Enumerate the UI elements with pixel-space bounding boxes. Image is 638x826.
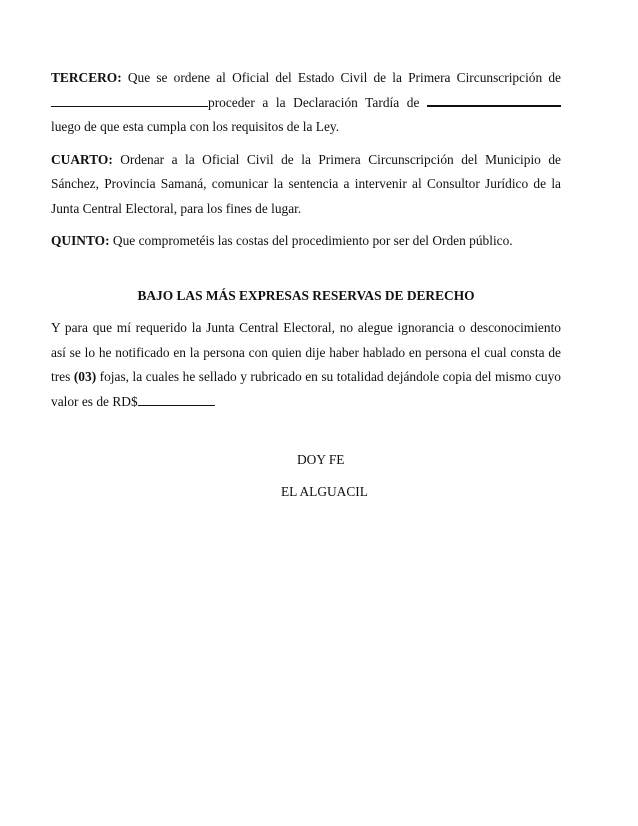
cuarto-label: CUARTO:	[51, 151, 113, 167]
tercero-text-3: de que esta cumpla con los requisitos de la Ley.	[84, 119, 340, 134]
cuarto-text: Ordenar a la Oficial Civil de la Primera Circunscripción del Municipio de Sánchez, Provincia Samaná, comunicar la sentencia a intervenir al Consultor Jurídico de la Junta Central Electoral, para los fines de lugar.	[51, 151, 561, 216]
tercero-paragraph	[51, 66, 561, 140]
notificacion-text-1: Y para que mí requerido la Junta Central Electoral, no alegue ignorancia o desconocimiento así se lo he notificado en la persona con quien dije haber hablado en persona el cual consta de tres	[51, 320, 561, 384]
quinto-text: Que comprometéis las costas del procedimiento por ser del Orden público.	[112, 233, 513, 248]
document-body	[51, 66, 561, 414]
tercero-luego: luego	[51, 119, 81, 134]
notificacion-text-2: fojas, la cuales he sellado y rubricado en su totalidad dejándole copia del mismo cuyo valor es de	[51, 369, 561, 409]
notificacion-paragraph	[51, 316, 561, 414]
reserva-heading: BAJO LAS MÁS EXPRESAS RESERVAS DE DERECHO	[137, 287, 475, 303]
valor-prefix: RD$	[112, 393, 138, 409]
doy-fe: DOY FE	[297, 452, 345, 467]
fojas-number: (03)	[73, 369, 97, 384]
tercero-text-1: Que se ordene al Oficial del Estado Civil de la Primera Circunscripción	[127, 70, 543, 85]
cuarto-paragraph	[51, 148, 561, 222]
name-blank-line	[51, 92, 208, 107]
quinto-paragraph	[51, 229, 561, 254]
quinto-label: QUINTO:	[51, 233, 110, 248]
tercero-text-2: proceder a la Declaración Tardía de	[208, 94, 420, 110]
declaration-blank-line	[427, 91, 561, 107]
tercero-label: TERCERO:	[51, 70, 122, 85]
alguacil-signature-label: EL ALGUACIL	[281, 484, 368, 499]
value-blank-line	[138, 391, 215, 406]
tercero-de: de	[548, 70, 561, 85]
